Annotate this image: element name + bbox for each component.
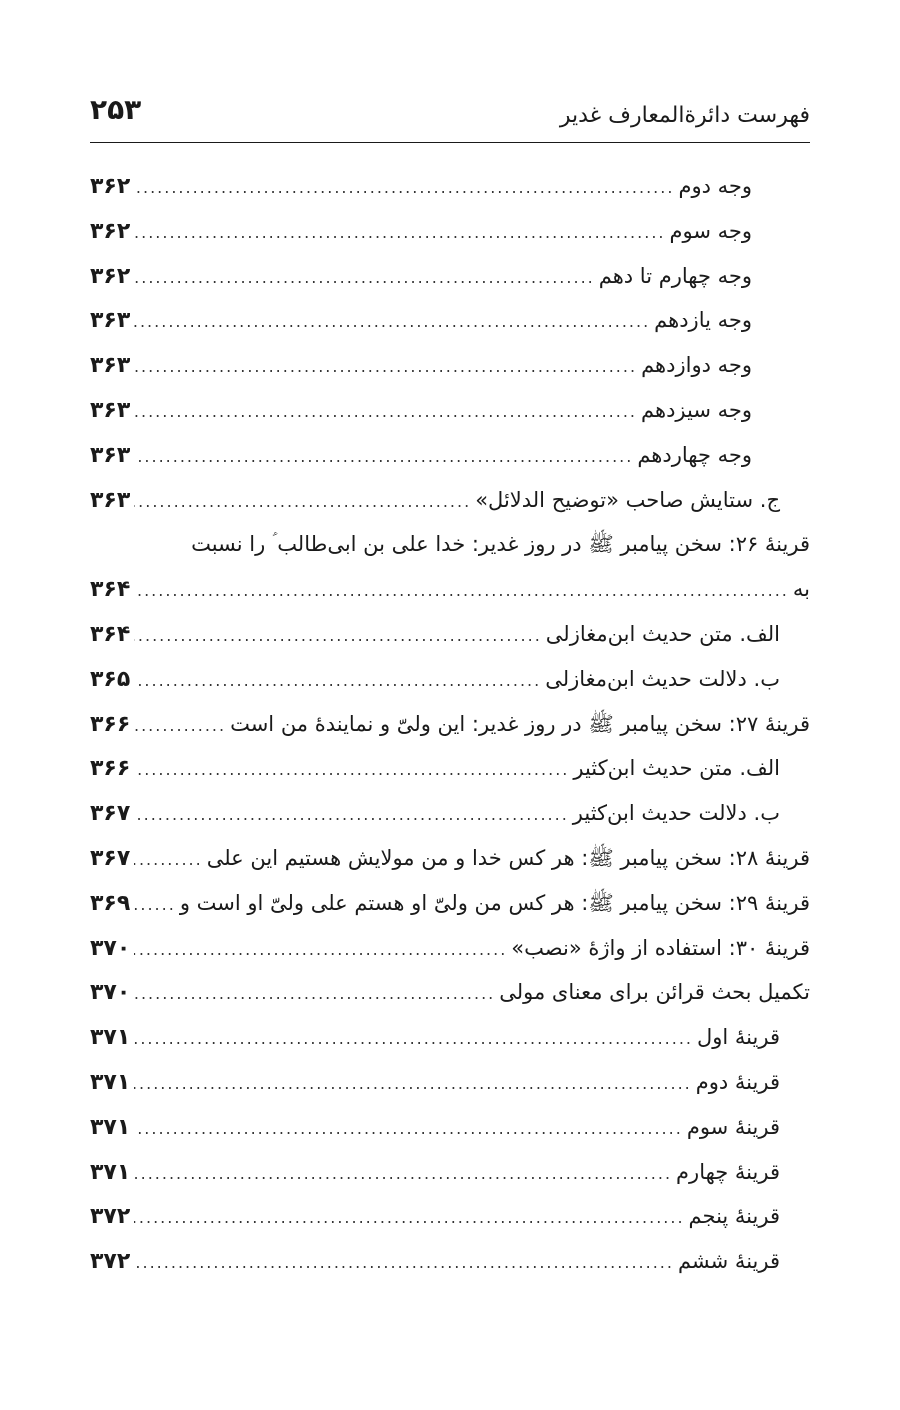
toc-entry <box>90 298 810 343</box>
toc-entry-page: ۳۶۳ <box>90 487 131 513</box>
toc-entry-title: قرینهٔ اول <box>697 1025 780 1050</box>
toc-entry-wrapped-line <box>90 522 810 567</box>
toc-entry-title: ب. دلالت حدیث ابن‌کثیر <box>572 801 780 826</box>
dot-leader <box>134 435 633 478</box>
toc-entry-title: تکمیل بحث قرائن برای معنای مولی <box>499 980 810 1005</box>
toc-entry-page: ۳۶۳ <box>90 308 131 334</box>
dot-leader <box>134 390 637 433</box>
toc-entry-page: ۳۶۲ <box>90 174 131 199</box>
toc-entry-title: قرینهٔ ششم <box>677 1249 780 1274</box>
toc-entry-page: ۳۶۳ <box>90 353 131 379</box>
toc-entry-title: وجه سیزدهم <box>641 397 752 422</box>
toc-entry <box>90 567 810 612</box>
dot-leader <box>134 569 789 612</box>
toc-entry-title: قرینهٔ ۲۷: سخن پیامبر ﷺ در روز غدیر: این ولیّ و نمایندهٔ من است <box>230 711 810 736</box>
toc-entry <box>90 1060 810 1105</box>
toc-entry <box>90 388 810 433</box>
toc-entry-page: ۳۶۴ <box>90 621 131 647</box>
running-title: فهرست دائرةالمعارف غدیر <box>559 103 810 128</box>
page-number: ۲۵۳ <box>90 93 142 126</box>
toc-entry <box>90 657 810 702</box>
toc-entry-page: ۳۷۱ <box>90 1025 131 1051</box>
toc-entry-title: وجه یازدهم <box>654 308 752 333</box>
toc-entry <box>90 433 810 478</box>
toc-entry <box>90 1194 810 1239</box>
toc-entry <box>90 1239 810 1284</box>
dot-leader <box>134 480 471 523</box>
toc-entry-page: ۳۶۲ <box>90 218 131 244</box>
toc-entry-page: ۳۷۲ <box>90 1204 131 1230</box>
header-rule <box>90 142 810 143</box>
toc-entry <box>90 254 810 299</box>
toc-entry <box>90 836 810 881</box>
dot-leader <box>134 928 507 971</box>
toc-entry-title: وجه چهارم تا دهم <box>598 263 752 288</box>
toc-entry-title: وجه دوازدهم <box>641 353 752 378</box>
toc-entry-title: قرینهٔ ۳۰: استفاده از واژهٔ «نصب» <box>511 935 810 960</box>
toc-entry-page: ۳۶۹ <box>90 890 131 916</box>
toc-entry-title: وجه سوم <box>669 218 752 243</box>
toc-entry-page: ۳۶۵ <box>90 666 131 692</box>
dot-leader <box>134 972 495 1015</box>
dot-leader <box>134 883 176 926</box>
toc-entry-title: وجه چهاردهم <box>637 442 752 467</box>
toc-entry <box>90 970 810 1015</box>
dot-leader <box>134 300 650 343</box>
dot-leader <box>134 256 594 299</box>
toc-entry-title: الف. متن حدیث ابن‌کثیر <box>573 756 780 781</box>
toc-entry <box>90 209 810 254</box>
toc-entry-page: ۳۶۲ <box>90 263 131 289</box>
running-header <box>90 92 810 132</box>
toc-entry-page: ۳۷۲ <box>90 1249 131 1275</box>
dot-leader <box>134 1152 672 1195</box>
toc-entry-page: ۳۶۴ <box>90 577 131 603</box>
toc-entry-page: ۳۶۷ <box>90 845 131 871</box>
toc-entry-title: الف. متن حدیث ابن‌مغازلی <box>545 621 780 646</box>
dot-leader <box>134 1107 683 1150</box>
toc-entry-page: ۳۶۳ <box>90 442 131 468</box>
toc-entry <box>90 746 810 791</box>
dot-leader <box>134 704 226 747</box>
dot-leader <box>134 793 568 836</box>
toc-entry <box>90 1105 810 1150</box>
toc-entry-page: ۳۷۰ <box>90 980 131 1006</box>
toc-entry-page: ۳۶۶ <box>90 756 131 782</box>
toc-entry-title: قرینهٔ سوم <box>686 1114 780 1139</box>
toc-entry-title: ج. ستایش صاحب «توضیح الدلائل» <box>475 487 780 512</box>
toc-entry-title: قرینهٔ ۲۶: سخن پیامبر ﷺ در روز غدیر: خدا علی بن ابی‌طالب ؑ را نسبت <box>191 532 810 557</box>
toc-entry-page: ۳۶۳ <box>90 397 131 423</box>
toc-entry <box>90 926 810 971</box>
dot-leader <box>134 211 665 254</box>
toc-entry-title: قرینهٔ چهارم <box>676 1159 780 1184</box>
dot-leader <box>134 748 569 791</box>
toc-entry <box>90 343 810 388</box>
dot-leader <box>134 345 637 388</box>
toc-entry <box>90 881 810 926</box>
toc-entry-title: قرینهٔ ۲۸: سخن پیامبر ﷺ: هر کس خدا و من مولایش هستیم این علی <box>206 845 810 870</box>
toc-entry <box>90 478 810 523</box>
toc-entry-page: ۳۷۱ <box>90 1114 131 1140</box>
dot-leader <box>134 1017 693 1060</box>
dot-leader <box>134 166 674 209</box>
dot-leader <box>134 614 542 657</box>
toc-entry <box>90 1150 810 1195</box>
toc-entry-page: ۳۷۱ <box>90 1069 131 1095</box>
toc-entry-title: وجه دوم <box>678 174 752 198</box>
toc-entry <box>90 1015 810 1060</box>
toc-entry-title: قرینهٔ پنجم <box>688 1204 780 1229</box>
toc-entry-title: به <box>792 577 810 602</box>
toc-entry-page: ۳۶۷ <box>90 801 131 827</box>
toc-entry <box>90 164 810 209</box>
dot-leader <box>134 659 541 702</box>
dot-leader <box>134 1062 691 1105</box>
toc-entry-title: قرینهٔ ۲۹: سخن پیامبر ﷺ: هر کس من ولیّ او هستم علی ولیّ او است و <box>179 890 810 915</box>
toc-entry <box>90 791 810 836</box>
dot-leader <box>134 838 202 881</box>
toc-entry-page: ۳۷۰ <box>90 935 131 961</box>
toc-entry-page: ۳۷۱ <box>90 1159 131 1185</box>
toc-entry-title: ب. دلالت حدیث ابن‌مغازلی <box>545 666 780 691</box>
toc-entry <box>90 702 810 747</box>
toc-entry <box>90 612 810 657</box>
table-of-contents <box>90 164 810 1284</box>
toc-entry-title: قرینهٔ دوم <box>695 1069 780 1094</box>
dot-leader <box>134 1196 684 1239</box>
dot-leader <box>134 1241 674 1284</box>
toc-entry-page: ۳۶۶ <box>90 711 131 737</box>
